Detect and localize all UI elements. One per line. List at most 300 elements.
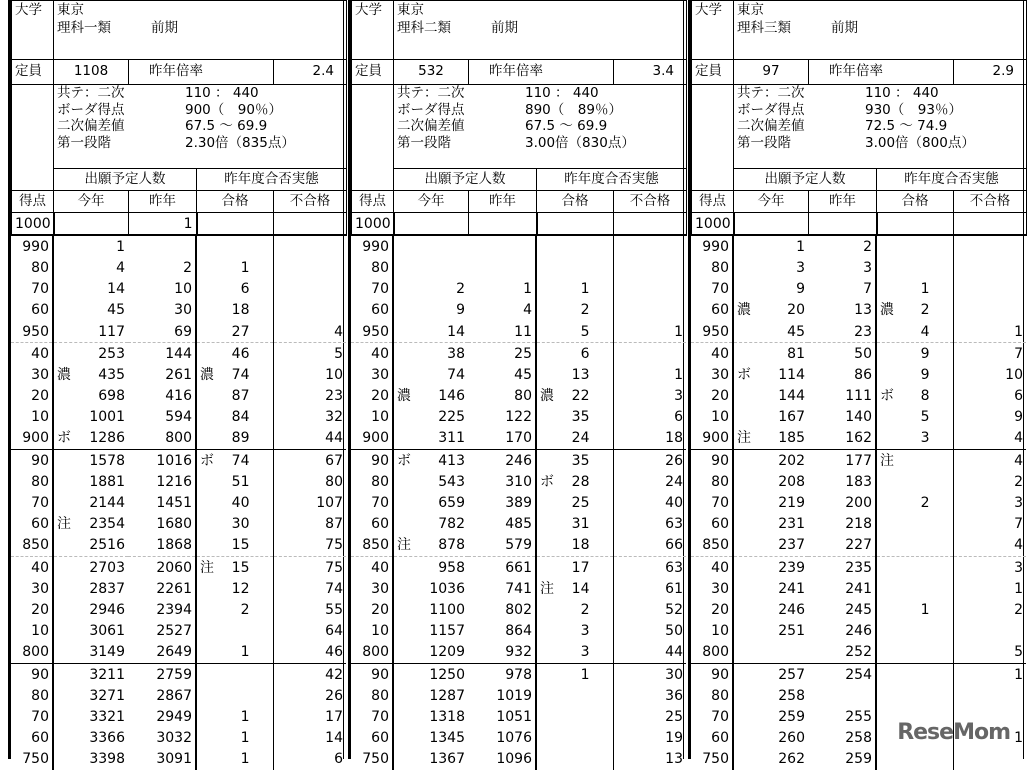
pass-value: [930, 560, 950, 576]
table-row: [11, 279, 346, 300]
last-year-cell: 978: [468, 663, 536, 685]
last-year-cell: 310: [468, 471, 536, 492]
this-year-cell: [53, 364, 128, 385]
last-year-cell: 261: [128, 364, 196, 385]
this-year-value: 2: [456, 281, 465, 298]
capacity-label: 定員: [12, 60, 54, 85]
this-year-value: 3149: [89, 644, 125, 661]
score-cell: 40: [691, 343, 733, 365]
table-row: [351, 343, 686, 365]
header-table: [11, 0, 347, 236]
score-cell: 20: [11, 386, 53, 407]
univ-name: 東京: [57, 2, 84, 18]
ratio-label: 共テ：二次: [57, 85, 125, 101]
last-year-cell: 864: [468, 621, 536, 642]
score-header: 得点: [12, 191, 54, 213]
last-year-cell: 1019: [468, 685, 536, 706]
pass-cell: [196, 557, 273, 579]
pass-cell: [536, 492, 613, 513]
table-row: [351, 364, 686, 385]
this-year-cell: [393, 450, 468, 472]
this-year-value: 2354: [89, 516, 125, 533]
last-year-cell: 255: [808, 706, 876, 727]
term: 前期: [151, 19, 178, 36]
fail-cell: 9: [1014, 409, 1023, 426]
score-cell: 990: [11, 236, 53, 257]
top-row-cell: 1000: [12, 213, 54, 236]
score-cell: 70: [11, 279, 53, 300]
this-year-value: 782: [438, 516, 465, 533]
score-cell: 40: [351, 343, 393, 365]
this-year-value: 38: [447, 345, 465, 362]
pass-value: 9: [920, 366, 930, 383]
last-year-cell: 1016: [128, 450, 196, 472]
pass-cell: [536, 407, 613, 428]
last-year-cell: 235: [808, 557, 876, 579]
this-year-cell: [53, 450, 128, 472]
table-row: [351, 663, 686, 685]
fail-cell: 1: [613, 321, 686, 343]
zone-mark: ボ: [737, 366, 751, 383]
last-year-cell: [468, 257, 536, 278]
pass-value: 14: [571, 580, 590, 597]
fail-cell: [613, 257, 686, 278]
fail-cell: 52: [665, 601, 683, 618]
last-year-cell: 45: [468, 364, 536, 385]
pass-value: [930, 644, 950, 660]
score-cell: 750: [691, 749, 733, 770]
fail-cell: 18: [613, 428, 686, 450]
score-cell: 20: [691, 386, 733, 407]
this-year-cell: [393, 706, 468, 727]
score-cell: 80: [11, 471, 53, 492]
pass-value: 5: [920, 409, 930, 426]
pass-value: 4: [920, 323, 930, 340]
top-row-cell: [537, 213, 614, 236]
last-year-cell: 1096: [468, 749, 536, 770]
fail-cell: 6: [334, 751, 343, 768]
table-row: [11, 685, 346, 706]
pass-cell: [876, 621, 953, 642]
fail-cell: [953, 685, 1026, 706]
pass-cell: [876, 685, 953, 706]
score-cell: 90: [351, 663, 393, 685]
this-year-cell: [393, 749, 468, 770]
this-year-cell: [733, 279, 808, 300]
table-row: [691, 471, 1026, 492]
table-row: [11, 471, 346, 492]
last-year-cell: 2649: [128, 642, 196, 664]
ratio-label: 共テ：二次: [397, 85, 465, 101]
pass-cell: [536, 728, 613, 749]
table-row: [11, 557, 346, 579]
this-year-cell: [53, 343, 128, 365]
fail-cell: 13: [665, 751, 683, 768]
pass-value: 1: [920, 601, 930, 618]
pass-cell: [876, 300, 953, 321]
last-year-cell: 661: [468, 557, 536, 579]
pass-cell: [876, 321, 953, 343]
pass-value: 18: [571, 537, 590, 554]
prev-ratio-label: 昨年倍率: [809, 60, 954, 85]
fail-cell: 46: [273, 642, 346, 664]
score-cell: 850: [351, 535, 393, 557]
this-year-value: 413: [438, 452, 465, 469]
pass-value: 6: [240, 281, 250, 298]
pass-cell: [876, 663, 953, 685]
prev-result-header: 昨年度合否実態: [537, 169, 687, 191]
pass-cell: [876, 407, 953, 428]
fail-cell: 66: [613, 535, 686, 557]
last-year-cell: 11: [468, 321, 536, 343]
score-cell: 30: [691, 578, 733, 599]
pass-cell: [536, 279, 613, 300]
fail-cell: 2: [1014, 601, 1023, 618]
last-year-cell: 254: [808, 663, 876, 685]
this-year-value: 3211: [89, 666, 125, 683]
pass-cell: [876, 535, 953, 557]
last-year-cell: 579: [468, 535, 536, 557]
this-year-cell: [53, 279, 128, 300]
pass-value: 6: [580, 345, 590, 362]
panel-1: [8, 0, 344, 768]
this-year-cell: [733, 450, 808, 472]
pass-cell: [196, 386, 273, 407]
score-cell: 10: [691, 621, 733, 642]
pass-cell: [196, 599, 273, 620]
zone-mark: 注: [57, 516, 71, 533]
this-year-value: 1: [796, 238, 805, 255]
fail-cell: [273, 300, 346, 321]
this-year-cell: [733, 364, 808, 385]
fail-cell: 6: [674, 409, 683, 426]
this-year-cell: [53, 407, 128, 428]
this-year-value: 117: [98, 323, 125, 340]
this-year-cell: [53, 386, 128, 407]
last-year-cell: 2759: [128, 663, 196, 685]
last-year-cell: 69: [128, 321, 196, 343]
univ-info: [54, 1, 347, 60]
this-year-value: 114: [778, 366, 805, 383]
zone-mark: 濃: [880, 302, 894, 319]
this-year-value: 246: [778, 601, 805, 618]
last-year-cell: 802: [468, 599, 536, 620]
fail-cell: 1: [674, 366, 683, 383]
score-cell: 850: [11, 535, 53, 557]
this-year-cell: [393, 557, 468, 579]
last-year-cell: 140: [808, 407, 876, 428]
pass-cell: [536, 557, 613, 579]
this-year-value: 3398: [89, 751, 125, 768]
fail-cell: 1: [1014, 730, 1023, 747]
last-year-cell: 485: [468, 514, 536, 535]
pass-cell: [536, 535, 613, 557]
this-year-value: 3: [796, 259, 805, 276]
score-cell: 10: [691, 407, 733, 428]
pass-value: 15: [231, 559, 250, 576]
fail-cell: [613, 300, 686, 321]
stage-value: 2.30倍（835点）: [185, 134, 295, 151]
fail-cell: 40: [665, 495, 683, 512]
pass-value: 3: [920, 430, 930, 447]
score-cell: 20: [351, 386, 393, 407]
pass-value: 5: [580, 323, 590, 340]
pass-value: 46: [231, 345, 250, 362]
last-year-cell: 122: [468, 407, 536, 428]
last-year-cell: 50: [808, 343, 876, 365]
this-year-cell: [393, 492, 468, 513]
fail-cell: 75: [325, 559, 343, 576]
this-year-value: 251: [778, 623, 805, 640]
last-year-cell: [468, 236, 536, 257]
this-year-cell: [733, 621, 808, 642]
this-year-value: 1881: [89, 473, 125, 490]
pass-value: [930, 623, 950, 639]
fail-header: 不合格: [274, 191, 347, 213]
last-year-cell: 80: [468, 386, 536, 407]
pass-value: [930, 537, 950, 553]
this-year-cell: [393, 621, 468, 642]
this-year-cell: [393, 728, 468, 749]
top-row-cell: [274, 213, 347, 236]
this-year-cell: [733, 257, 808, 278]
dev-label: 二次偏差値: [737, 118, 805, 134]
score-cell: 800: [11, 642, 53, 664]
this-year-cell: [733, 728, 808, 749]
table-row: [351, 599, 686, 620]
pass-header: 合格: [197, 191, 274, 213]
last-year-header: 昨年: [469, 191, 537, 213]
fail-header: 不合格: [954, 191, 1027, 213]
table-row: [11, 514, 346, 535]
score-cell: 70: [351, 492, 393, 513]
univ-info: [394, 1, 687, 60]
last-year-cell: 2: [128, 257, 196, 278]
last-year-cell: 932: [468, 642, 536, 664]
pass-cell: [876, 557, 953, 579]
this-year-cell: [53, 514, 128, 535]
this-year-value: 144: [778, 388, 805, 405]
last-year-cell: 1680: [128, 514, 196, 535]
score-cell: 80: [351, 471, 393, 492]
score-cell: 90: [351, 450, 393, 472]
score-cell: 60: [691, 300, 733, 321]
fail-cell: 10: [325, 366, 343, 383]
stage-label: 第一段階: [397, 134, 451, 151]
pass-cell: [876, 343, 953, 365]
last-year-cell: 2: [808, 236, 876, 257]
this-year-value: 1318: [429, 708, 465, 725]
pass-cell: [196, 364, 273, 385]
pass-value: 30: [231, 516, 250, 533]
pass-cell: [196, 321, 273, 343]
zone-mark: 注: [397, 537, 411, 554]
prev-ratio-value: 3.4: [614, 60, 687, 85]
fail-cell: 7: [1014, 345, 1023, 362]
last-year-cell: 1216: [128, 471, 196, 492]
score-cell: 990: [691, 236, 733, 257]
score-cell: 60: [351, 728, 393, 749]
this-year-cell: [393, 236, 468, 257]
this-year-cell: [733, 685, 808, 706]
score-cell: 20: [351, 599, 393, 620]
dev-label: 二次偏差値: [57, 118, 125, 134]
last-year-cell: 416: [128, 386, 196, 407]
score-cell: 60: [691, 728, 733, 749]
stage-label: 第一段階: [737, 134, 791, 151]
score-cell: 30: [351, 578, 393, 599]
zone-mark: ボ: [200, 452, 214, 469]
pass-cell: [536, 749, 613, 770]
pass-cell: [536, 578, 613, 599]
this-year-value: 20: [787, 302, 805, 319]
score-cell: 950: [691, 321, 733, 343]
pass-value: 1: [240, 644, 250, 661]
fail-cell: [953, 749, 1026, 770]
prev-ratio-value: 2.4: [274, 60, 347, 85]
pass-cell: [196, 535, 273, 557]
this-year-cell: [393, 257, 468, 278]
top-row-cell: [734, 213, 809, 236]
table-row: [11, 407, 346, 428]
this-year-value: 698: [98, 388, 125, 405]
pass-cell: [196, 343, 273, 365]
this-year-cell: [393, 300, 468, 321]
score-cell: 70: [11, 492, 53, 513]
this-year-value: 1: [116, 238, 125, 255]
pass-value: 74: [231, 366, 250, 383]
this-year-value: 1209: [429, 644, 465, 661]
fail-cell: 44: [613, 642, 686, 664]
score-cell: 70: [691, 279, 733, 300]
fail-cell: 63: [665, 559, 683, 576]
top-row-cell: [954, 213, 1027, 236]
this-year-value: 146: [438, 388, 465, 405]
table-row: [691, 386, 1026, 407]
last-year-cell: 2261: [128, 578, 196, 599]
pass-cell: [536, 599, 613, 620]
last-year-cell: 162: [808, 428, 876, 450]
fail-cell: [953, 279, 1026, 300]
pass-value: 35: [571, 409, 590, 426]
last-year-cell: 177: [808, 450, 876, 472]
pass-cell: [876, 578, 953, 599]
applicants-header: 出願予定人数: [734, 169, 877, 191]
pass-cell: [876, 450, 953, 472]
pass-value: 74: [231, 452, 250, 469]
score-cell: 950: [351, 321, 393, 343]
zone-mark: ボ: [880, 388, 894, 405]
table-row: [351, 492, 686, 513]
this-year-cell: [53, 557, 128, 579]
score-cell: 60: [351, 300, 393, 321]
table-row: [691, 492, 1026, 513]
zone-mark: 注: [540, 580, 554, 597]
pass-value: [930, 239, 950, 255]
fail-cell: 74: [325, 580, 343, 597]
pass-value: 3: [580, 623, 590, 640]
last-year-cell: 227: [808, 535, 876, 557]
table-row: [11, 578, 346, 599]
pass-value: 28: [571, 473, 590, 490]
pass-value: [250, 239, 270, 255]
fail-cell: 14: [325, 730, 343, 747]
fail-cell: 5: [953, 642, 1026, 664]
last-year-cell: 2867: [128, 685, 196, 706]
this-year-value: 543: [438, 473, 465, 490]
top-row-cell: [809, 213, 877, 236]
score-cell: 30: [351, 364, 393, 385]
pass-cell: [196, 300, 273, 321]
fail-cell: [953, 236, 1026, 257]
pass-value: 25: [571, 495, 590, 512]
pass-value: 3: [580, 644, 590, 661]
table-row: [351, 535, 686, 557]
this-year-cell: [393, 642, 468, 664]
fail-cell: [613, 236, 686, 257]
this-year-cell: [733, 236, 808, 257]
this-year-value: 74: [447, 366, 465, 383]
score-cell: 750: [351, 749, 393, 770]
table-row: [691, 236, 1026, 257]
pass-cell: [876, 514, 953, 535]
dept-name: 理科三類: [737, 19, 791, 36]
score-cell: 90: [691, 663, 733, 685]
dept-name: 理科二類: [397, 19, 451, 36]
fail-cell: 50: [665, 623, 683, 640]
pass-cell: [876, 471, 953, 492]
pass-cell: [196, 663, 273, 685]
univ-label: 大学: [352, 1, 394, 60]
zone-mark: 濃: [540, 388, 554, 405]
top-row-cell: 1000: [352, 213, 394, 236]
pass-cell: [196, 407, 273, 428]
score-cell: 80: [11, 685, 53, 706]
this-year-cell: [53, 321, 128, 343]
ratio-value: 110 ： 440: [865, 85, 939, 101]
last-year-header: 昨年: [809, 191, 877, 213]
zone-mark: ボ: [57, 430, 71, 447]
table-row: [691, 578, 1026, 599]
dev-value: 67.5 〜 69.9: [525, 118, 608, 134]
pass-cell: [876, 428, 953, 450]
zone-mark: ボ: [540, 473, 554, 490]
table-row: [351, 300, 686, 321]
pass-cell: [196, 471, 273, 492]
last-year-cell: 1: [468, 279, 536, 300]
fail-cell: 44: [273, 428, 346, 450]
table-row: [351, 685, 686, 706]
pass-cell: [536, 386, 613, 407]
fail-cell: 1: [953, 321, 1026, 343]
pass-header: 合格: [537, 191, 614, 213]
score-cell: 40: [11, 343, 53, 365]
zone-mark: 注: [737, 430, 751, 447]
pass-value: 18: [231, 302, 250, 319]
pass-cell: [196, 450, 273, 472]
pass-value: 22: [571, 388, 590, 405]
top-row-cell: 1000: [692, 213, 734, 236]
table-row: [351, 407, 686, 428]
score-cell: 60: [11, 514, 53, 535]
this-year-value: 1287: [429, 687, 465, 704]
this-year-value: 202: [778, 452, 805, 469]
score-cell: 70: [691, 706, 733, 727]
this-year-cell: [393, 407, 468, 428]
last-year-cell: 246: [808, 621, 876, 642]
this-year-header: 今年: [734, 191, 809, 213]
table-row: [11, 535, 346, 557]
